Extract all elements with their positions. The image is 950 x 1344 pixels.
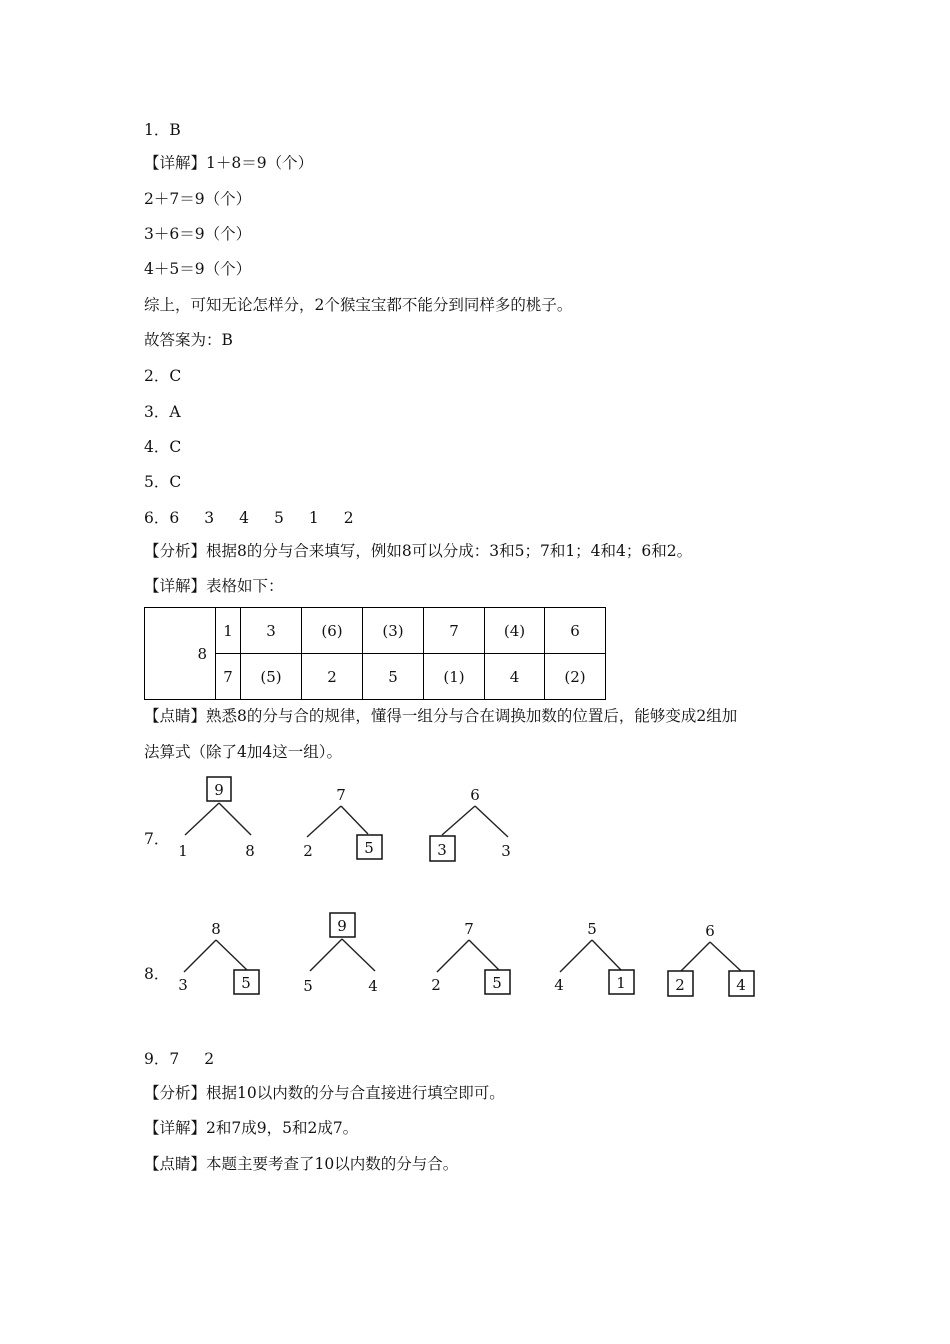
tree-top: 9 <box>214 781 224 799</box>
q9-answers <box>144 1049 214 1069</box>
table-cell: 1 <box>216 608 241 654</box>
q1-detail <box>144 153 313 173</box>
composition-table <box>144 607 606 700</box>
table-cell: (1) <box>424 654 485 700</box>
tree-right: 8 <box>245 842 255 860</box>
table-cell: 5 <box>363 654 424 700</box>
tree-left: 3 <box>178 976 188 994</box>
q6-analysis: 【分析】根据8的分与合来填写，例如8可以分成：3和5；7和1；4和4；6和2。 <box>144 542 693 560</box>
table-cell: 7 <box>216 654 241 700</box>
number-bond-tree <box>420 776 520 868</box>
table-cell: (3) <box>363 608 424 654</box>
q9-detail: 【详解】2和7成9，5和2成7。 <box>144 1119 359 1137</box>
q9-analysis: 【分析】根据10以内数的分与合直接进行填空即可。 <box>144 1084 505 1102</box>
tree-right: 4 <box>736 976 746 994</box>
q1-eq2: 2＋7＝9（个） <box>144 190 252 208</box>
q9-answer: 2 <box>204 1050 215 1068</box>
q6-note-cont: 法算式（除了4加4这一组）。 <box>144 743 342 761</box>
q9-note: 【点睛】本题主要考查了10以内数的分与合。 <box>144 1155 459 1173</box>
tree-right: 5 <box>241 974 251 992</box>
q6-detail: 【详解】表格如下： <box>144 577 284 595</box>
q6-answer: 2 <box>343 509 354 527</box>
q5-answer: 5．C <box>144 473 182 491</box>
tree-right: 5 <box>364 839 374 857</box>
q6-answer: 4 <box>239 509 249 527</box>
tree-top: 5 <box>587 920 597 938</box>
number-bond-tree <box>170 912 270 1004</box>
table-cell: (2) <box>545 654 606 700</box>
note-tag: 【点睛】 <box>144 707 207 725</box>
note-tag: 【点睛】 <box>144 1155 207 1173</box>
tree-top: 7 <box>336 786 346 804</box>
q3-answer: 3．A <box>144 403 181 421</box>
q1-conclusion: 故答案为：B <box>144 331 233 349</box>
q6-answer: 1 <box>308 509 319 527</box>
analysis-tag: 【分析】 <box>144 1084 207 1102</box>
tree-left: 4 <box>554 976 564 994</box>
q1-answer: 1．B <box>144 121 181 139</box>
q6-label: 6． <box>144 509 170 527</box>
tree-right: 3 <box>501 842 511 860</box>
q8-label: 8． <box>144 965 170 983</box>
table-cell: 3 <box>241 608 302 654</box>
tree-left: 1 <box>178 842 188 860</box>
tree-top: 6 <box>470 786 480 804</box>
q6-answer: 3 <box>204 509 215 527</box>
q4-answer: 4．C <box>144 438 182 456</box>
q6-answer: 6 <box>169 509 180 527</box>
tree-top: 7 <box>464 920 474 938</box>
number-bond-tree <box>545 912 645 1004</box>
table-cell: (5) <box>241 654 302 700</box>
q2-answer: 2．C <box>144 367 182 385</box>
analysis-tag: 【分析】 <box>144 542 207 560</box>
table-cell: (6) <box>302 608 363 654</box>
tree-right: 5 <box>492 974 502 992</box>
q1-summary: 综上，可知无论怎样分，2个猴宝宝都不能分到同样多的桃子。 <box>144 296 573 314</box>
detail-tag: 【详解】 <box>144 577 207 595</box>
table-cell: (4) <box>485 608 545 654</box>
tree-left: 5 <box>303 977 313 995</box>
q6-answer: 5 <box>274 509 284 527</box>
tree-top: 9 <box>337 917 347 935</box>
q7-label: 7． <box>144 830 170 848</box>
tree-left: 2 <box>431 976 441 994</box>
tree-left: 3 <box>437 841 447 859</box>
tree-right: 1 <box>616 974 626 992</box>
table-total: 8 <box>145 608 216 700</box>
q9-answer: 7 <box>169 1050 180 1068</box>
detail-tag: 【详解】 <box>144 1119 207 1137</box>
q6-answers <box>144 508 354 528</box>
table-cell: 4 <box>485 654 545 700</box>
table-cell: 7 <box>424 608 485 654</box>
number-bond-tree <box>170 776 270 868</box>
q1-eq4: 4＋5＝9（个） <box>144 260 252 278</box>
equation: 1＋8＝9（个） <box>206 154 314 172</box>
number-bond-tree <box>420 912 520 1004</box>
tree-right: 4 <box>368 977 378 995</box>
q6-note: 【点睛】熟悉8的分与合的规律，懂得一组分与合在调换加数的位置后，能够变成2组加 <box>144 707 738 725</box>
number-bond-tree <box>295 912 395 1004</box>
tree-top: 6 <box>705 922 715 940</box>
table-cell: 6 <box>545 608 606 654</box>
detail-tag: 【详解】 <box>144 154 207 172</box>
q1-eq3: 3＋6＝9（个） <box>144 225 252 243</box>
table-cell: 2 <box>302 654 363 700</box>
tree-left: 2 <box>303 842 313 860</box>
number-bond-tree <box>295 776 395 868</box>
number-bond-tree <box>660 912 760 1004</box>
q9-label: 9． <box>144 1050 170 1068</box>
tree-left: 2 <box>675 976 685 994</box>
tree-top: 8 <box>211 920 221 938</box>
